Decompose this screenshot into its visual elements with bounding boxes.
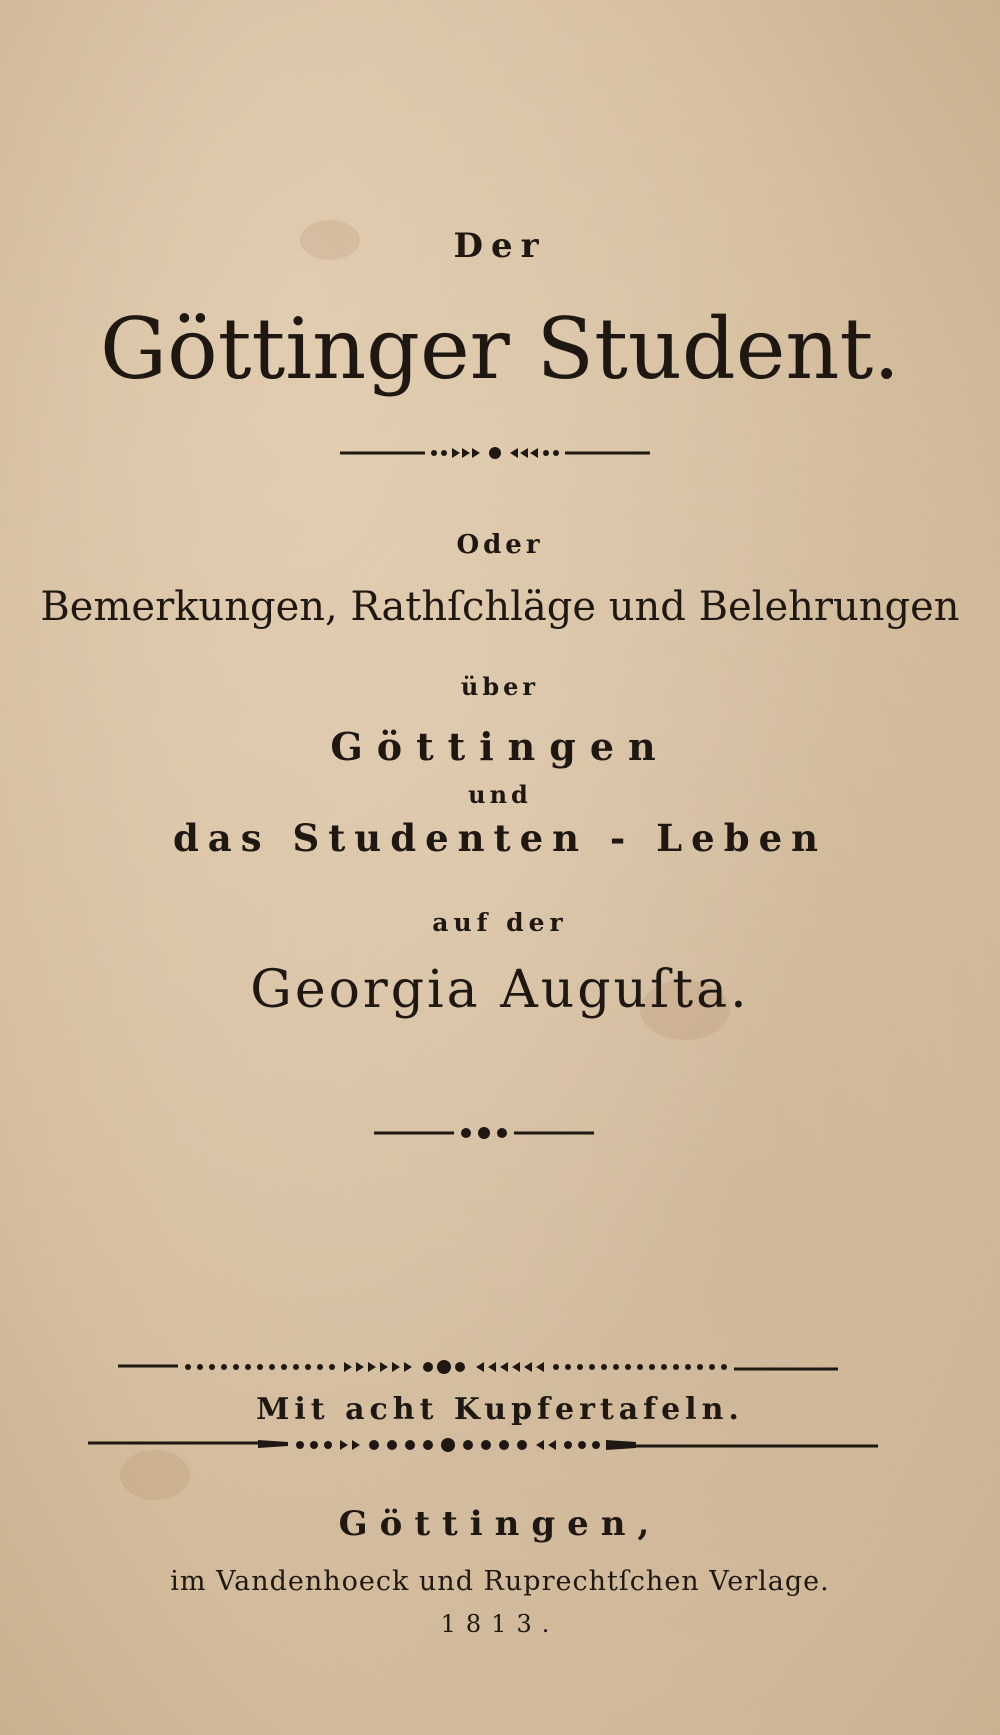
ornament-rule-lower-band bbox=[88, 1434, 878, 1456]
plates-note: Mit acht Kupfertafeln. bbox=[256, 1392, 744, 1427]
main-title: Göttinger Student. bbox=[100, 300, 900, 398]
ornament-rule-middle bbox=[374, 1124, 594, 1142]
paper-stain bbox=[120, 1450, 190, 1500]
imprint-place: Göttingen, bbox=[338, 1504, 662, 1544]
line-ueber: über bbox=[460, 672, 540, 701]
imprint-year: 1813. bbox=[440, 1610, 560, 1638]
line-goettingen: Göttingen bbox=[330, 724, 670, 769]
line-auf-der: auf der bbox=[432, 908, 568, 937]
ornament-rule-top bbox=[340, 445, 650, 461]
line-georgia-augusta: Georgia Auguſta. bbox=[250, 960, 750, 1020]
line-der: Der bbox=[453, 226, 547, 266]
line-und: und bbox=[468, 780, 532, 809]
ornament-rule-upper-band bbox=[118, 1358, 838, 1376]
subtitle: Bemerkungen, Rathſchläge und Belehrungen bbox=[40, 584, 960, 630]
line-studentenleben: das Studenten - Leben bbox=[172, 816, 828, 860]
line-oder: Oder bbox=[456, 530, 544, 560]
imprint-publisher: im Vandenhoeck und Ruprechtſchen Verlage. bbox=[170, 1566, 830, 1597]
